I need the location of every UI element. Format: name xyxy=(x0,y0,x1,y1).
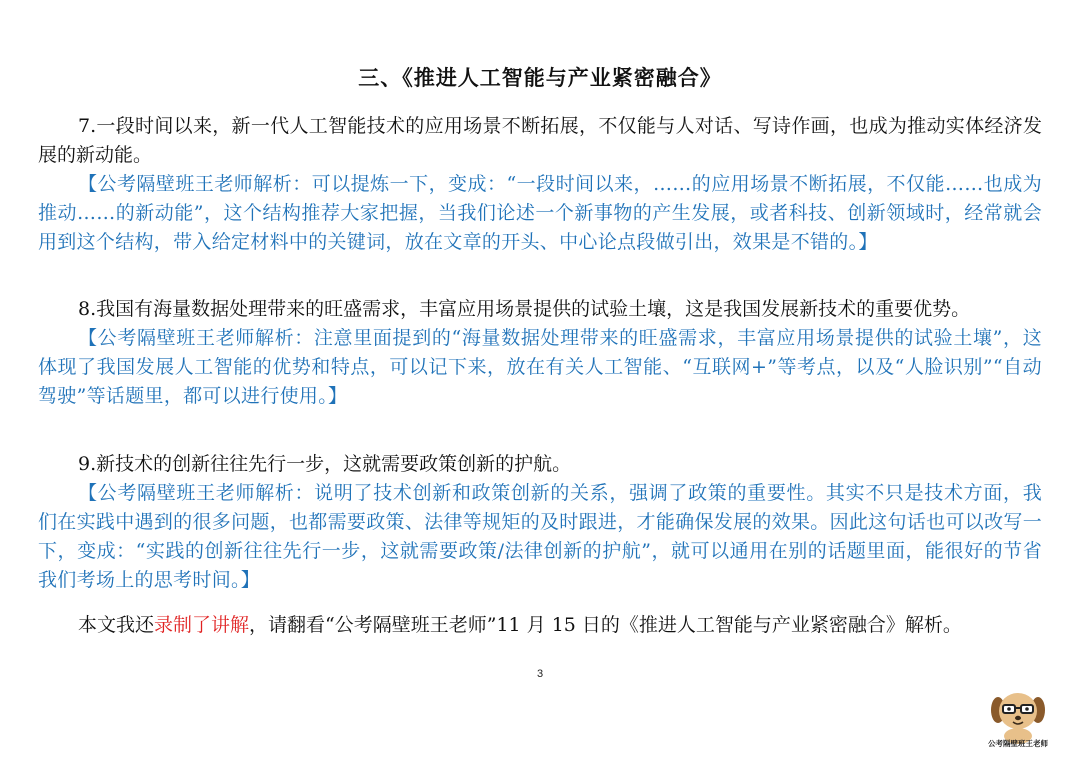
item-9-text: 9.新技术的创新往往先行一步，这就需要政策创新的护航。 xyxy=(78,453,572,475)
item-8-analysis: 【公考隔壁班王老师解析：注意里面提到的“海量数据处理带来的旺盛需求，丰富应用场景提供的试验土壤”，这体现了我国发展人工智能的优势和特点，可以记下来，放在有关人工智能、“互联网+”等考点，以及“人脸识别”“自动驾驶”等话题里，都可以进行使用。】 xyxy=(38,327,1042,407)
closing-text xyxy=(38,611,1042,640)
closing-paragraph xyxy=(38,611,1042,640)
closing-before: 本文我还 xyxy=(78,614,155,636)
logo-caption: 公考隔壁班王老师 xyxy=(988,739,1048,748)
closing-after: ，请翻看“公考隔壁班王老师”11 月 15 日的《推进人工智能与产业紧密融合》解析。 xyxy=(249,614,962,636)
item-9 xyxy=(38,450,1042,595)
item-8-text: 8.我国有海量数据处理带来的旺盛需求，丰富应用场景提供的试验土壤，这是我国发展新技术的重要优势。 xyxy=(78,298,971,320)
page-number: 3 xyxy=(536,668,544,680)
closing-highlight: 录制了讲解 xyxy=(154,614,250,636)
item-9-analysis: 【公考隔壁班王老师解析：说明了技术创新和政策创新的关系，强调了政策的重要性。其实不只是技术方面，我们在实践中遇到的很多问题，也都需要政策、法律等规矩的及时跟进，才能确保发展的效果。因此这句话也可以改写一下，变成：“实践的创新往往先行一步，这就需要政策/法律创新的护航”，就可以通用在别的话题里面，能很好的节省我们考场上的思考时间。】 xyxy=(38,482,1042,591)
item-7 xyxy=(38,112,1042,257)
page-title: 三、《推进人工智能与产业紧密融合》 xyxy=(358,65,722,90)
item-7-analysis: 【公考隔壁班王老师解析：可以提炼一下，变成：“一段时间以来，……的应用场景不断拓展，不仅能……也成为推动……的新动能”，这个结构推荐大家把握，当我们论述一个新事物的产生发展，或者科技、创新领域时，经常就会用到这个结构，带入给定材料中的关键词，放在文章的开头、中心论点段做引出，效果是不错的。】 xyxy=(38,173,1042,253)
item-8 xyxy=(38,295,1042,411)
item-7-text: 7.一段时间以来，新一代人工智能技术的应用场景不断拓展，不仅能与人对话、写诗作画，也成为推动实体经济发展的新动能。 xyxy=(38,115,1042,166)
